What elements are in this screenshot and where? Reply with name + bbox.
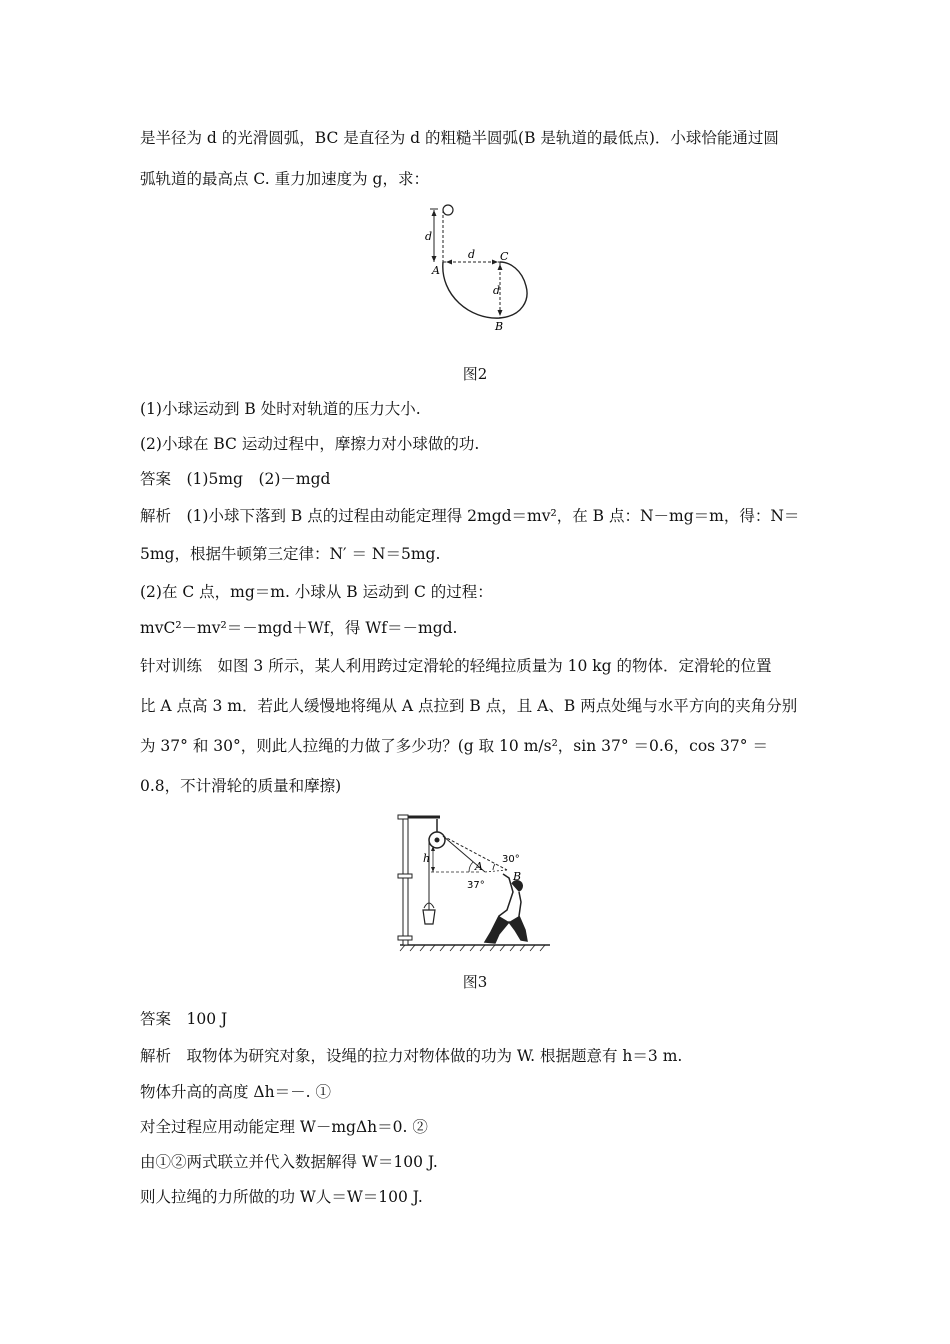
label-A: A (475, 860, 483, 873)
training-line-1: 针对训练 如图 3 所示，某人利用跨过定滑轮的轻绳拉质量为 10 kg 的物体．定滑轮的位置 (140, 657, 772, 675)
label-C: C (500, 250, 509, 263)
analysis-2-line-4: 由①②两式联立并代入数据解得 W＝100 J. (140, 1153, 438, 1171)
text-line-2: 弧轨道的最高点 C. 重力加速度为 g，求： (140, 170, 429, 188)
text-line-7: 5mg，根据牛顿第三定律：N′ ＝ N＝5mg. (140, 545, 441, 563)
text-line-9: mvC²－mv²＝－mgd＋Wf，得 Wf＝－mgd. (140, 619, 458, 637)
analysis-2-line-3: 对全过程应用动能定理 W－mgΔh＝0. ② (140, 1118, 428, 1136)
answer-1: 答案 (1)5mg (2)－mgd (140, 470, 331, 488)
text-line-1: 是半径为 d 的光滑圆弧，BC 是直径为 d 的粗糙半圆弧(B 是轨道的最低点)．小球恰能通过圆 (140, 129, 779, 147)
label-d-horizontal: d (468, 248, 476, 261)
text-line-4: (2)小球在 BC 运动过程中，摩擦力对小球做的功. (140, 435, 480, 453)
label-d-vertical: d (425, 230, 433, 243)
figure-3-pulley-diagram (395, 810, 555, 955)
label-B: B (495, 320, 504, 333)
label-d-right: d (493, 284, 501, 297)
label-A: A (432, 264, 440, 277)
label-angle-30: 30° (502, 854, 520, 865)
person-icon (485, 874, 527, 943)
label-angle-37: 37° (467, 880, 485, 891)
training-line-3: 为 37° 和 30°，则此人拉绳的力做了多少功？(g 取 10 m/s²，sin 37° ＝0.6，cos 37° ＝ (140, 737, 768, 755)
answer-2: 答案 100 J (140, 1010, 228, 1028)
figure-2-track-diagram (410, 200, 540, 335)
figure-3-caption: 图3 (462, 973, 488, 991)
analysis-2-line-1: 解析 取物体为研究对象，设绳的拉力对物体做的功为 W. 根据题意有 h＝3 m. (140, 1047, 683, 1065)
ball-icon (443, 205, 453, 215)
analysis-2-line-5: 则人拉绳的力所做的功 W人＝W＝100 J. (140, 1188, 423, 1206)
analysis-2-line-2: 物体升高的高度 Δh＝－. ① (140, 1083, 331, 1101)
training-line-2: 比 A 点高 3 m．若此人缓慢地将绳从 A 点拉到 B 点，且 A、B 两点处绳与水平方向的夹角分别 (140, 697, 798, 715)
analysis-1: 解析 (1)小球下落到 B 点的过程由动能定理得 2mgd＝mv²，在 B 点：N－mg＝m，得：N＝ (140, 507, 800, 525)
text-line-8: (2)在 C 点，mg＝m. 小球从 B 运动到 C 的过程： (140, 583, 493, 601)
text-line-3: (1)小球运动到 B 处时对轨道的压力大小. (140, 400, 421, 418)
label-h: h (423, 852, 431, 865)
figure-2-caption: 图2 (462, 365, 488, 383)
label-B: B (513, 870, 522, 883)
bucket-icon (423, 910, 435, 924)
training-line-4: 0.8，不计滑轮的质量和摩擦) (140, 777, 342, 795)
